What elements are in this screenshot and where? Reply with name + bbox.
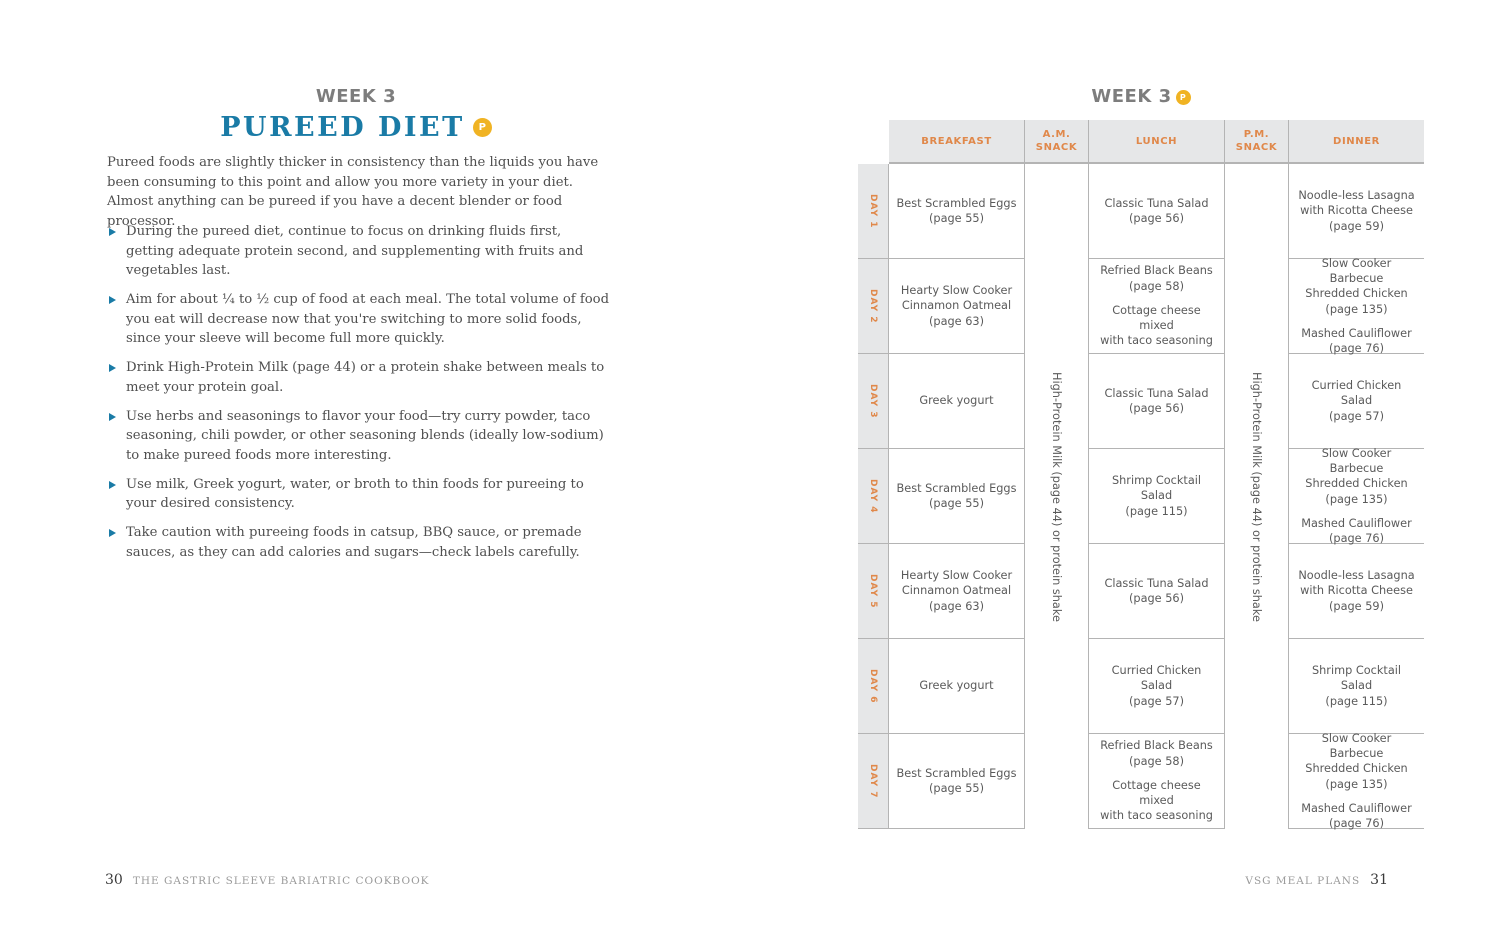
meal-line: Cinnamon Oatmeal [901, 299, 1012, 313]
meal-item [1301, 326, 1412, 356]
meal-line: Noodle-less Lasagna [1298, 189, 1415, 203]
intro-paragraph: Pureed foods are slightly thicker in consistency than the liquids you have been consuming to this point and allow you more variety in your diet. Almost anything can be pureed if you have a decent blender or food processor. [107, 155, 599, 229]
meal-line: (page 59) [1329, 219, 1384, 233]
day-label-cell [858, 449, 889, 544]
meal-line: with taco seasoning [1100, 334, 1213, 348]
running-title: THE GASTRIC SLEEVE BARIATRIC COOKBOOK [132, 875, 430, 887]
lunch-cell [1089, 164, 1225, 259]
meal-line: Greek yogurt [919, 394, 994, 408]
meal-item [897, 766, 1017, 796]
tip-text: Use herbs and seasonings to flavor your food—try curry powder, taco seasoning, chili powder, or other seasoning blends (ideally low-sodium) to make pureed foods more interesting. [126, 408, 604, 463]
page-number: 30 [105, 872, 123, 888]
meal-item [1095, 303, 1218, 349]
meal-item [1295, 378, 1418, 424]
meal-line: Shrimp Cocktail Salad [1311, 664, 1402, 693]
meal-line: (page 58) [1129, 754, 1184, 768]
am-snack-column [1025, 164, 1089, 829]
lunch-cell [1089, 734, 1225, 829]
meal-line: Best Scrambled Eggs [896, 766, 1017, 780]
day-label: DAY 6 [868, 668, 878, 704]
breakfast-cell [889, 164, 1025, 259]
tip-item [107, 222, 612, 281]
header-pm-snack [1225, 120, 1289, 164]
meal-item [901, 283, 1012, 329]
lunch-cell [1089, 259, 1225, 354]
meal-line: (page 63) [929, 599, 984, 613]
triangle-bullet-icon [109, 364, 116, 372]
day-label-cell [858, 639, 889, 734]
meal-item [1295, 446, 1418, 507]
breakfast-cell [889, 639, 1025, 734]
meal-item [897, 196, 1017, 226]
meal-line: Shredded Chicken [1305, 287, 1408, 301]
meal-item [901, 568, 1012, 614]
page-title: PUREED DIET [220, 112, 465, 143]
meal-line: (page 135) [1325, 777, 1388, 791]
header-breakfast: BREAKFAST [889, 120, 1025, 164]
am-snack-text: High-Protein Milk (page 44) or protein shake [1050, 371, 1063, 622]
header-snack-label: SNACK [1035, 142, 1078, 153]
meal-line: (page 57) [1329, 409, 1384, 423]
meal-line: Hearty Slow Cooker [900, 569, 1013, 583]
meal-item [1095, 778, 1218, 824]
week-label: WEEK 3 [1091, 86, 1172, 107]
meal-line: (page 135) [1325, 492, 1388, 506]
dinner-cell [1289, 446, 1424, 545]
tip-text: During the pureed diet, continue to focus on drinking fluids first, getting adequate protein second, and supplementing with fruits and vegetables last. [126, 224, 584, 279]
triangle-bullet-icon [109, 529, 116, 537]
meal-line: Mashed Cauliflower [1301, 516, 1412, 530]
header-dinner: DINNER [1289, 120, 1424, 164]
header-lunch: LUNCH [1089, 120, 1225, 164]
meal-item [1301, 801, 1412, 831]
running-title: VSG MEAL PLANS [1245, 875, 1361, 887]
tip-item [107, 290, 612, 349]
meal-line: Noodle-less Lasagna [1298, 569, 1415, 583]
header-pm-label: P.M. [1243, 129, 1270, 140]
meal-line: (page 55) [928, 782, 984, 795]
day-label: DAY 5 [868, 573, 878, 609]
day-label-cell [858, 164, 889, 259]
breakfast-cell [889, 449, 1025, 544]
meal-item [1104, 196, 1208, 226]
meal-item [1295, 663, 1418, 709]
meal-item [1100, 738, 1213, 768]
week-label: WEEK 3 [315, 86, 397, 107]
meal-line: (page 76) [1328, 341, 1384, 355]
breakfast-cell [889, 734, 1025, 829]
meal-line: Cinnamon Oatmeal [901, 584, 1012, 598]
dinner-cell [1289, 164, 1424, 259]
meal-line: (page 58) [1129, 279, 1184, 293]
day-label-cell [858, 259, 889, 354]
meal-line: Cottage cheese mixed [1112, 778, 1201, 808]
tip-item [107, 407, 612, 466]
meal-line: Refried Black Beans [1100, 264, 1213, 278]
meal-item [1104, 576, 1208, 606]
lunch-cell [1089, 544, 1225, 639]
meal-item [1295, 256, 1418, 317]
meal-line: (page 57) [1129, 694, 1184, 708]
day-label: DAY 1 [868, 193, 878, 229]
lunch-cell [1089, 639, 1225, 734]
day-label-cell [858, 734, 889, 829]
meal-line: with Ricotta Cheese [1300, 204, 1413, 218]
meal-line: (page 55) [928, 212, 984, 225]
pureed-badge-icon: P [1176, 90, 1191, 105]
meal-line: with taco seasoning [1100, 809, 1213, 823]
pm-snack-text: High-Protein Milk (page 44) or protein shake [1250, 371, 1263, 622]
triangle-bullet-icon [109, 413, 116, 421]
dinner-cell [1289, 639, 1424, 734]
meal-line: (page 56) [1128, 402, 1184, 415]
day-label: DAY 3 [868, 383, 878, 419]
meal-line: (page 63) [929, 314, 984, 328]
meal-item [1095, 473, 1218, 519]
meal-plan-week-label [858, 86, 1424, 107]
meal-line: Best Scrambled Eggs [896, 481, 1017, 495]
meal-line: (page 56) [1128, 212, 1184, 225]
meal-line: (page 59) [1329, 599, 1384, 613]
pm-snack-column [1225, 164, 1289, 829]
tip-item [107, 358, 612, 397]
triangle-bullet-icon [109, 296, 116, 304]
day-label: DAY 2 [868, 288, 878, 324]
title-row [0, 112, 712, 143]
meal-line: Classic Tuna Salad [1104, 196, 1209, 210]
tip-item [107, 475, 612, 514]
meal-item [919, 678, 993, 693]
header-am-snack [1025, 120, 1089, 164]
right-footer [1245, 869, 1388, 888]
meal-line: Mashed Cauliflower [1301, 801, 1412, 815]
meal-line: Classic Tuna Salad [1104, 386, 1209, 400]
meal-item [1298, 188, 1414, 234]
dinner-cell [1289, 544, 1424, 639]
day-label-cell [858, 544, 889, 639]
meal-line: (page 76) [1328, 816, 1384, 830]
meal-line: (page 55) [928, 497, 984, 510]
meal-line: Refried Black Beans [1100, 739, 1213, 753]
meal-line: Mashed Cauliflower [1301, 326, 1412, 340]
breakfast-cell [889, 259, 1025, 354]
dinner-cell [1289, 731, 1424, 830]
triangle-bullet-icon [109, 481, 116, 489]
day-label-cell [858, 354, 889, 449]
meal-item [1298, 568, 1414, 614]
page-number: 31 [1370, 872, 1388, 888]
breakfast-cell [889, 354, 1025, 449]
meal-item [919, 393, 993, 408]
meal-line: Classic Tuna Salad [1104, 576, 1209, 590]
tip-text: Drink High-Protein Milk (page 44) or a protein shake between meals to meet your protein goal. [126, 360, 605, 395]
meal-line: Shredded Chicken [1305, 477, 1408, 491]
meal-line: Greek yogurt [919, 679, 994, 693]
tip-text: Aim for about ¼ to ½ cup of food at each meal. The total volume of food you eat will decrease now that you're switching to more solid foods, since your sleeve will become full more quickly. [126, 292, 610, 347]
header-snack-label: SNACK [1235, 142, 1278, 153]
meal-line: (page 76) [1328, 531, 1384, 545]
meal-line: Shrimp Cocktail Salad [1111, 474, 1202, 503]
meal-line: Cottage cheese mixed [1112, 303, 1201, 333]
day-label: DAY 4 [868, 478, 878, 514]
meal-line: (page 56) [1128, 592, 1184, 605]
dinner-cell [1289, 256, 1424, 355]
triangle-bullet-icon [109, 228, 116, 236]
meal-line: Hearty Slow Cooker [900, 284, 1013, 298]
meal-line: with Ricotta Cheese [1300, 584, 1413, 598]
day-label: DAY 7 [868, 763, 878, 799]
meal-line: Slow Cooker Barbecue [1321, 446, 1392, 476]
meal-line: Best Scrambled Eggs [896, 196, 1017, 210]
meal-line: (page 135) [1325, 302, 1388, 316]
header-am-label: A.M. [1042, 129, 1071, 140]
meal-item [897, 481, 1017, 511]
meal-item [1100, 263, 1213, 293]
meal-line: Slow Cooker Barbecue [1321, 731, 1392, 761]
lunch-cell [1089, 449, 1225, 544]
tip-text: Use milk, Greek yogurt, water, or broth to thin foods for pureeing to your desired consistency. [126, 476, 584, 512]
breakfast-cell [889, 544, 1025, 639]
lunch-cell [1089, 354, 1225, 449]
meal-line: (page 115) [1125, 504, 1188, 518]
tip-text: Take caution with pureeing foods in catsup, BBQ sauce, or premade sauces, as they can add calories and sugars—check labels carefully. [126, 525, 582, 560]
meal-item [1295, 731, 1418, 792]
tip-item [107, 523, 612, 562]
meal-item [1301, 516, 1412, 546]
meal-line: Curried Chicken Salad [1311, 379, 1402, 408]
meal-item [1104, 386, 1208, 416]
meal-line: Curried Chicken Salad [1111, 664, 1202, 693]
tips-list [107, 222, 612, 572]
pureed-badge-icon: P [473, 118, 492, 137]
left-footer [105, 869, 430, 888]
meal-line: (page 115) [1325, 694, 1388, 708]
meal-line: Shredded Chicken [1305, 762, 1408, 776]
dinner-cell [1289, 354, 1424, 449]
meal-line: Slow Cooker Barbecue [1321, 256, 1392, 286]
meal-item [1095, 663, 1218, 709]
